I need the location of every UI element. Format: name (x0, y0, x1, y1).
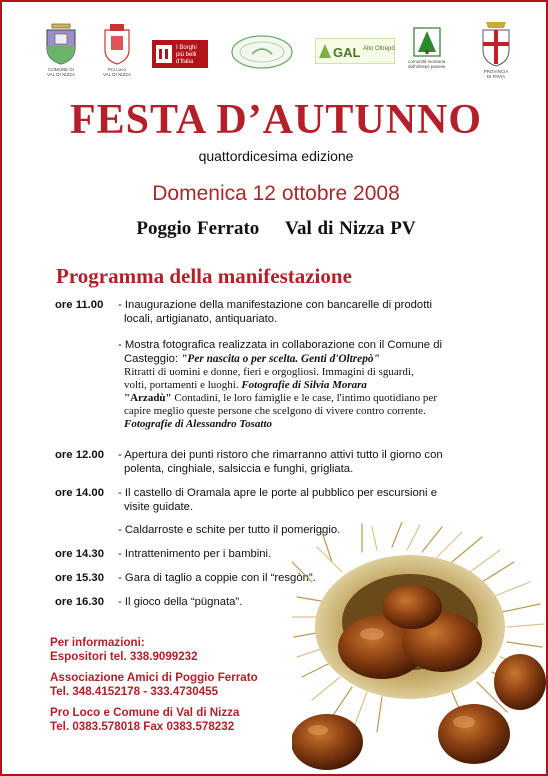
program-line: Contadini, le loro famiglie e le case, l'intimo quotidiano per (171, 392, 437, 404)
program-line: volti, portamenti e luoghi. (124, 379, 242, 391)
exhibition-title: "Per nascita o per scelta. Genti d'Oltrepò" (181, 353, 380, 365)
crest-caption: COMUNE DI VAL DI NIZZA (46, 67, 75, 77)
pro-loco-caption: Pro Loco VAL DI NIZZA (102, 67, 131, 77)
event-date: Domenica 12 ottobre 2008 (152, 182, 400, 205)
comune-crest-logo (44, 22, 78, 77)
photographer-credit: Fotografie di Silvia Morara (241, 379, 367, 391)
chestnut (382, 585, 442, 629)
program-line: Casteggio: (124, 353, 182, 365)
borghi-text-2: più belli (176, 52, 197, 58)
contact-info (50, 636, 258, 733)
program-line: - Mostra fotografica realizzata in collaborazione con il Comune di (118, 339, 443, 351)
program-title: Programma della manifestazione (56, 264, 352, 288)
pro-loco-icon (102, 20, 132, 66)
program-text (118, 298, 493, 326)
crest-icon (44, 22, 78, 66)
program-line: capire meglio queste persone che scelgono di vivere contro corrente. (124, 405, 426, 417)
chestnut (494, 654, 546, 710)
associazione-icon (230, 34, 294, 70)
borghi-text-1: I Borghi (176, 45, 197, 51)
info-line: Pro Loco e Comune di Val di Nizza (50, 706, 240, 719)
program-line: - Apertura dei punti ristoro che rimarranno attivi tutto il giorno con (118, 449, 443, 461)
comunita-montana-logo (408, 26, 445, 69)
program-text (118, 338, 493, 431)
program-time: ore 14.30 (55, 548, 104, 560)
provincia-logo (480, 20, 512, 79)
program-line: locali, artigianato, antiquariato. (124, 313, 278, 325)
info-line: Associazione Amici di Poggio Ferrato (50, 671, 258, 684)
program-text: - Gara di taglio a coppie con il “resgòn”. (118, 572, 316, 584)
borghi-logo (152, 40, 208, 68)
photographer-credit: Fotografie di Alessandro Tosatto (124, 418, 273, 430)
program-time: ore 16.30 (55, 596, 104, 608)
program-line: - Caldarroste e schite per tutto il pomeriggio. (118, 524, 341, 536)
provincia-crest-icon (480, 20, 512, 68)
borghi-text-3: d'Italia (176, 59, 194, 65)
program-line: polenta, cinghiale, salsiccia e funghi, grigliata. (124, 463, 354, 475)
program-text: - Il gioco della “pügnata”. (118, 596, 243, 608)
info-line: Tel. 0383.578018 Fax 0383.578232 (50, 719, 235, 733)
place-village: Poggio Ferrato (136, 218, 260, 239)
page-title: FESTA D’AUTUNNO (69, 97, 483, 143)
gal-subtext: Alto Oltrepò (363, 46, 395, 52)
program-text (118, 486, 493, 514)
program-time: ore 14.00 (55, 487, 104, 499)
mountain-tree-icon (412, 26, 442, 58)
associazione-logo (230, 34, 294, 70)
chestnut-illustration (292, 522, 548, 776)
place-municipality: Val di Nizza PV (285, 218, 416, 239)
program-time: ore 15.30 (55, 572, 104, 584)
gal-logo (315, 38, 395, 64)
provincia-caption: PROVINCIA DI PAVIA (483, 69, 509, 79)
program-line: Ritratti di uomini e donne, fieri e orgogliosi. Immagini di sguardi, (124, 366, 414, 378)
program-time: ore 12.00 (55, 449, 104, 461)
logo-bar (2, 2, 548, 94)
gal-icon (315, 38, 395, 64)
info-heading: Per informazioni: (50, 636, 145, 649)
arzadu-title: "Arzadù" (124, 392, 172, 404)
program-text: - Intrattenimento per i bambini. (118, 548, 272, 560)
comunita-caption: comunità montana dell'oltrepò pavese (408, 59, 446, 69)
event-place (2, 218, 548, 240)
program-line: - Il castello di Oramala apre le porte al pubblico per escursioni e (118, 487, 437, 499)
edition-subtitle: quattordicesima edizione (198, 148, 354, 164)
pro-loco-logo (102, 20, 132, 77)
info-line: Tel. 348.4152178 - 333.4730455 (50, 684, 219, 698)
program-time: ore 11.00 (55, 299, 104, 311)
program-line: visite guidate. (124, 501, 194, 513)
chestnut (292, 714, 363, 770)
borghi-icon (152, 40, 208, 68)
program-line: - Inaugurazione della manifestazione con bancarelle di prodotti (118, 299, 433, 311)
gal-text: GAL (333, 45, 361, 60)
info-line: Espositori tel. 338.9099232 (50, 649, 198, 663)
program-text (118, 448, 493, 476)
chestnut (438, 704, 510, 764)
